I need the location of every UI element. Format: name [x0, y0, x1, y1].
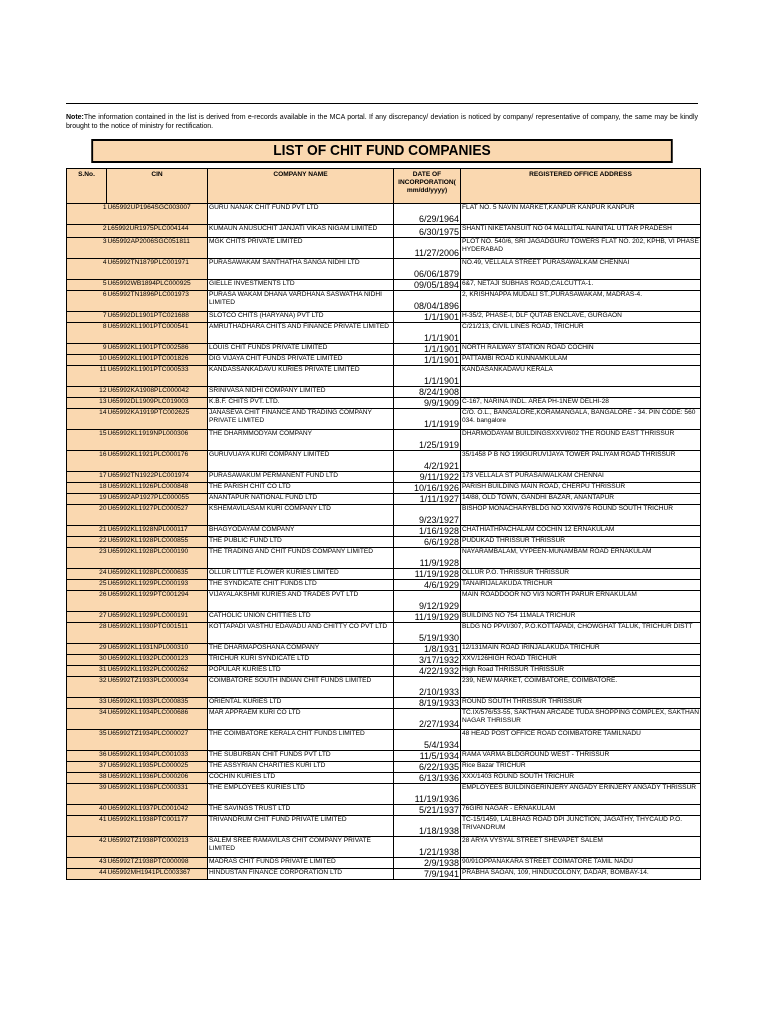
cell-date: 11/19/1928	[394, 569, 461, 580]
cell-company-name: THE ASSYRIAN CHARITIES KURI LTD	[208, 762, 394, 773]
cell-sno: 9	[67, 344, 107, 355]
cell-address: NORTH RAILWAY STATION ROAD COCHIN	[461, 344, 701, 355]
cell-company-name: KSHEMAVILASAM KURI COMPANY LTD	[208, 505, 394, 526]
cell-date: 1/21/1938	[394, 837, 461, 858]
cell-company-name: THE EMPLOYEES KURIES LTD	[208, 784, 394, 805]
table-row	[67, 580, 701, 591]
cell-address: DHARMODAYAM BUILDINGSXXVI/602 THE ROUND EAST THRISSUR	[461, 430, 701, 451]
cell-company-name: MGK CHITS PRIVATE LIMITED	[208, 238, 394, 259]
cell-address: C-167, NARINA INDL. AREA PH-1NEW DELHI-28	[461, 398, 701, 409]
cell-address: Rice Bazar TRICHUR	[461, 762, 701, 773]
cell-cin: U65992KL1928PLC000635	[107, 569, 208, 580]
cell-cin: U65992KA1919PTC002625	[107, 409, 208, 430]
cell-company-name: KANDASSANKADAVU KURIES PRIVATE LIMITED	[208, 366, 394, 387]
cell-sno: 1	[67, 204, 107, 225]
table-row	[67, 291, 701, 312]
cell-date: 8/24/1908	[394, 387, 461, 398]
cell-company-name: GIELLE INVESTMENTS LTD	[208, 280, 394, 291]
cell-address: 2, KRISHNAPPA MUDALI ST.,PURASAWAKAM, MADRAS-4.	[461, 291, 701, 312]
cell-cin: U65992KL1919NPL000306	[107, 430, 208, 451]
cell-company-name: K.B.F. CHITS PVT. LTD.	[208, 398, 394, 409]
cell-address: BUILDING NO 754 11MALA TRICHUR	[461, 612, 701, 623]
cell-address: BISHOP MONACHARYBLDG NO XXIV/976 ROUND SOUTH TRICHUR	[461, 505, 701, 526]
table-row	[67, 837, 701, 858]
cell-address: C/O. O.L., BANGALORE,KORAMANGALA, BANGALORE - 34. PIN CODE: 560 034. bangalore	[461, 409, 701, 430]
note-label: Note:	[66, 114, 84, 121]
cell-date: 1/18/1938	[394, 816, 461, 837]
cell-cin: U65992KL1935PLC000025	[107, 762, 208, 773]
cell-date: 1/25/1919	[394, 430, 461, 451]
cell-date: 6/22/1935	[394, 762, 461, 773]
cell-cin: U65992KL1934PLC001033	[107, 751, 208, 762]
cell-address: C/21/213, CIVIL LINES ROAD, TRICHUR	[461, 323, 701, 344]
cell-company-name: THE PUBLIC FUND LTD	[208, 537, 394, 548]
cell-address: PLOT NO. 540/6, SRI JAGADGURU TOWERS FLAT NO. 202, KPHB, VI PHASE HYDERABAD	[461, 238, 701, 259]
table-row	[67, 398, 701, 409]
cell-date: 9/11/1922	[394, 472, 461, 483]
table-row	[67, 204, 701, 225]
cell-address: MAIN ROADDOOR NO VI/3 NORTH PARUR ERNAKULAM	[461, 591, 701, 612]
table-row	[67, 655, 701, 666]
cell-company-name: HINDUSTAN FINANCE CORPORATION LTD	[208, 869, 394, 880]
cell-cin: U65992TN1879PLC001971	[107, 259, 208, 280]
cell-company-name: KUMAUN ANUSUCHIT JANJATI VIKAS NIGAM LIMITED	[208, 225, 394, 238]
cell-date: 3/17/1932	[394, 655, 461, 666]
cell-cin: U65992KL1936PLC000206	[107, 773, 208, 784]
cell-date: 11/27/2006	[394, 238, 461, 259]
table-row	[67, 591, 701, 612]
table-row	[67, 526, 701, 537]
cell-company-name: MAR APPRAEM KURI CO LTD	[208, 709, 394, 730]
table-row	[67, 677, 701, 698]
table-row	[67, 323, 701, 344]
table-row	[67, 366, 701, 387]
table-row	[67, 280, 701, 291]
cell-address: SHANTI NIKETANSUIT NO 04 MALLITAL NAINITAL UTTAR PRADESH	[461, 225, 701, 238]
cell-sno: 14	[67, 409, 107, 430]
table-row	[67, 644, 701, 655]
cell-cin: U65992TZ1938PTC000098	[107, 858, 208, 869]
cell-date: 2/9/1938	[394, 858, 461, 869]
cell-sno: 26	[67, 591, 107, 612]
table-row	[67, 409, 701, 430]
cell-address: ROUND SOUTH THRISSUR THRISSUR	[461, 698, 701, 709]
header-company-name: COMPANY NAME	[208, 169, 394, 204]
cell-cin: U65992KL1931NPL000310	[107, 644, 208, 655]
cell-sno: 18	[67, 483, 107, 494]
cell-company-name: PURASAWAKAM SANTHATHA SANGA NIDHI LTD	[208, 259, 394, 280]
cell-company-name: SLOTCO CHITS (HARYANA) PVT LTD	[208, 312, 394, 323]
cell-date: 9/12/1929	[394, 591, 461, 612]
cell-address: NAYARAMBALAM, VYPEEN-MUNAMBAM ROAD ERNAKULAM	[461, 548, 701, 569]
table-row	[67, 623, 701, 644]
cell-company-name: POPULAR KURIES LTD	[208, 666, 394, 677]
cell-date: 11/19/1936	[394, 784, 461, 805]
cell-date: 6/6/1928	[394, 537, 461, 548]
cell-company-name: MADRAS CHIT FUNDS PRIVATE LIMITED	[208, 858, 394, 869]
cell-sno: 29	[67, 644, 107, 655]
cell-company-name: PURASAWAKUM PERMANENT FUND LTD	[208, 472, 394, 483]
cell-sno: 6	[67, 291, 107, 312]
cell-company-name: BHAGYODAYAM COMPANY	[208, 526, 394, 537]
table-row	[67, 387, 701, 398]
cell-sno: 5	[67, 280, 107, 291]
cell-cin: U65992KL1928PLC000190	[107, 548, 208, 569]
cell-date: 1/11/1927	[394, 494, 461, 505]
cell-sno: 8	[67, 323, 107, 344]
cell-cin: U65992WB1894PLC000925	[107, 280, 208, 291]
cell-company-name: GURU NANAK CHIT FUND PVT LTD	[208, 204, 394, 225]
cell-company-name: ANANTAPUR NATIONAL FUND LTD	[208, 494, 394, 505]
cell-address	[461, 387, 701, 398]
cell-sno: 34	[67, 709, 107, 730]
cell-sno: 27	[67, 612, 107, 623]
cell-cin: U65992TZ1934PLC000027	[107, 730, 208, 751]
table-row	[67, 612, 701, 623]
cell-date: 6/13/1936	[394, 773, 461, 784]
cell-sno: 33	[67, 698, 107, 709]
cell-date: 08/04/1896	[394, 291, 461, 312]
table-row	[67, 805, 701, 816]
header-date: DATE OF INCORPORATION( mm/dd/yyyy)	[394, 169, 461, 204]
cell-address: 239, NEW MARKET, COIMBATORE, COIMBATORE.	[461, 677, 701, 698]
cell-cin: U65992KL1938PTC001177	[107, 816, 208, 837]
cell-date: 06/06/1879	[394, 259, 461, 280]
cell-company-name: TRIVANDRUM CHIT FUND PRIVATE LIMITED	[208, 816, 394, 837]
cell-sno: 22	[67, 537, 107, 548]
cell-address: TC-15/1459, LALBHAG ROAD DPI JUNCTION, JAGATHY, THYCAUD P.O. TRIVANDRUM	[461, 816, 701, 837]
table-row	[67, 238, 701, 259]
cell-address: PATTAMBI ROAD KUNNAMKULAM	[461, 355, 701, 366]
cell-address: PUDUKAD THRISSUR THRISSUR	[461, 537, 701, 548]
cell-cin: U65992KL1932PLC000262	[107, 666, 208, 677]
header-address: REGISTERED OFFICE ADDRESS	[461, 169, 701, 204]
cell-address: XXX/1403 ROUND SOUTH TRICHUR	[461, 773, 701, 784]
cell-address: EMPLOYEES BUILDINGERINJERY ANGADY ERINJERY ANGADY THRISSUR	[461, 784, 701, 805]
cell-sno: 23	[67, 548, 107, 569]
table-row	[67, 344, 701, 355]
cell-date: 4/22/1932	[394, 666, 461, 677]
cell-cin: U65992KL1936PLC000331	[107, 784, 208, 805]
table-row	[67, 709, 701, 730]
table-row	[67, 869, 701, 880]
cell-sno: 12	[67, 387, 107, 398]
table-row	[67, 537, 701, 548]
cell-cin: U65992UP1964SGC003007	[107, 204, 208, 225]
cell-sno: 41	[67, 816, 107, 837]
cell-sno: 39	[67, 784, 107, 805]
cell-date: 9/9/1909	[394, 398, 461, 409]
cell-address: TANAIRIJALAKUDA TRICHUR	[461, 580, 701, 591]
cell-date: 1/1/1901	[394, 355, 461, 366]
cell-sno: 3	[67, 238, 107, 259]
cell-sno: 15	[67, 430, 107, 451]
cell-company-name: THE SAVINGS TRUST LTD	[208, 805, 394, 816]
cell-address: 76GIRI NAGAR - ERNAKULAM	[461, 805, 701, 816]
cell-sno: 28	[67, 623, 107, 644]
cell-sno: 16	[67, 451, 107, 472]
cell-date: 5/19/1930	[394, 623, 461, 644]
cell-sno: 42	[67, 837, 107, 858]
cell-date: 11/9/1928	[394, 548, 461, 569]
table-row	[67, 451, 701, 472]
cell-address: FLAT NO. 5 NAVIN MARKET,KANPUR KANPUR KANPUR	[461, 204, 701, 225]
table-row	[67, 773, 701, 784]
cell-company-name: CATHOLIC UNION CHITTIES LTD	[208, 612, 394, 623]
cell-sno: 30	[67, 655, 107, 666]
cell-company-name: TRICHUR KURI SYNDICATE LTD	[208, 655, 394, 666]
cell-cin: U65992KL1937PLC001042	[107, 805, 208, 816]
cell-cin: U65992TZ1938PTC000213	[107, 837, 208, 858]
cell-cin: U65992AP2006SGC051811	[107, 238, 208, 259]
table-row	[67, 505, 701, 526]
table-row	[67, 312, 701, 323]
cell-company-name: AMRUTHADHARA CHITS AND FINANCE PRIVATE LIMITED	[208, 323, 394, 344]
cell-cin: U65992TZ1933PLC000034	[107, 677, 208, 698]
cell-sno: 43	[67, 858, 107, 869]
cell-company-name: THE DHARMAPOSHANA COMPANY	[208, 644, 394, 655]
cell-sno: 11	[67, 366, 107, 387]
cell-address: NO.49, VELLALA STREET PURASAWALKAM CHENNAI	[461, 259, 701, 280]
cell-cin: U65992KL1932PLC000123	[107, 655, 208, 666]
cell-date: 2/10/1933	[394, 677, 461, 698]
cell-cin: U65992TN1896PLC001973	[107, 291, 208, 312]
cell-cin: U65992KL1929PTC001294	[107, 591, 208, 612]
chit-fund-table	[66, 168, 701, 880]
table-row	[67, 494, 701, 505]
cell-sno: 35	[67, 730, 107, 751]
cell-address: OLLUR P.O. THRISSUR THRISSUR	[461, 569, 701, 580]
cell-cin: U65992MH1941PLC003367	[107, 869, 208, 880]
cell-date: 1/1/1901	[394, 323, 461, 344]
cell-address: RAMA VARMA BLDGROUND WEST - THRISSUR	[461, 751, 701, 762]
cell-company-name: LOUIS CHIT FUNDS PRIVATE LIMITED	[208, 344, 394, 355]
cell-address: 28 ARYA VYSYAL STREET SHEVAPET SALEM	[461, 837, 701, 858]
table-row	[67, 472, 701, 483]
cell-company-name: COIMBATORE SOUTH INDIAN CHIT FUNDS LIMITED	[208, 677, 394, 698]
cell-address: 35/1458 P B NO 199GURUVIJAYA TOWER PALIYAM ROAD THRISSUR	[461, 451, 701, 472]
cell-company-name: DIG VIJAYA CHIT FUNDS PRIVATE LIMITED	[208, 355, 394, 366]
cell-company-name: KOTTAPADI VASTHU EDAVADU AND CHITTY CO PVT LTD	[208, 623, 394, 644]
table-row	[67, 698, 701, 709]
cell-cin: U65992KL1927PLC000527	[107, 505, 208, 526]
cell-address: 48 HEAD POST OFFICE ROAD COIMBATORE TAMILNADU	[461, 730, 701, 751]
cell-sno: 10	[67, 355, 107, 366]
cell-cin: U65992KL1930PTC001511	[107, 623, 208, 644]
note-text: The information contained in the list is derived from e-records available in the MCA portal. If any discrepancy/ deviation is noticed by company/ representative of company, the same may be kindly brought to the notice of ministry for rectification.	[66, 114, 698, 130]
cell-cin: U65992KL1928NPL000117	[107, 526, 208, 537]
cell-sno: 44	[67, 869, 107, 880]
cell-cin: U65992KL1929PLC000193	[107, 580, 208, 591]
table-row	[67, 259, 701, 280]
cell-cin: U65992KL1926PLC000848	[107, 483, 208, 494]
cell-company-name: GURUVUAYA KURI COMPANY LIMITED	[208, 451, 394, 472]
cell-sno: 4	[67, 259, 107, 280]
cell-address: 6&7, NETAJI SUBHAS ROAD,CALCUTTA-1.	[461, 280, 701, 291]
cell-sno: 38	[67, 773, 107, 784]
cell-date: 1/1/1901	[394, 312, 461, 323]
cell-company-name: THE PARISH CHIT CO LTD	[208, 483, 394, 494]
cell-sno: 37	[67, 762, 107, 773]
cell-sno: 21	[67, 526, 107, 537]
table-row	[67, 355, 701, 366]
cell-cin: U65992KL1929PLC000191	[107, 612, 208, 623]
cell-cin: U65992DL1909PLC019003	[107, 398, 208, 409]
table-row	[67, 430, 701, 451]
cell-sno: 20	[67, 505, 107, 526]
cell-sno: 19	[67, 494, 107, 505]
cell-date: 5/4/1934	[394, 730, 461, 751]
cell-address: TC.IX/576/53-55, SAKTHAN ARCADE TUDA SHOPPING COMPLEX, SAKTHAN NAGAR THRISSUR	[461, 709, 701, 730]
table-row	[67, 762, 701, 773]
cell-sno: 36	[67, 751, 107, 762]
cell-date: 09/05/1894	[394, 280, 461, 291]
cell-date: 6/29/1964	[394, 204, 461, 225]
cell-company-name: OLLUR LITTLE FLOWER KURIES LIMITED	[208, 569, 394, 580]
cell-date: 10/16/1926	[394, 483, 461, 494]
cell-company-name: COCHIN KURIES LTD	[208, 773, 394, 784]
cell-company-name: THE SYNDICATE CHIT FUNDS LTD	[208, 580, 394, 591]
cell-date: 1/1/1901	[394, 344, 461, 355]
cell-date: 7/9/1941	[394, 869, 461, 880]
top-rule	[66, 103, 698, 104]
cell-cin: U65992KA1908PLC000042	[107, 387, 208, 398]
cell-address: 12/131MAIN ROAD IRINJALAKUDA TRICHUR	[461, 644, 701, 655]
cell-address: 14/88, OLD TOWN, GANDHI BAZAR, ANANTAPUR	[461, 494, 701, 505]
cell-cin: U65992AP1927PLC000055	[107, 494, 208, 505]
note	[66, 113, 698, 131]
cell-address: PARISH BUILDING MAIN ROAD, CHERPU THRISSUR	[461, 483, 701, 494]
cell-sno: 13	[67, 398, 107, 409]
cell-date: 9/23/1927	[394, 505, 461, 526]
cell-sno: 2	[67, 225, 107, 238]
cell-cin: U65992KL1934PLC000686	[107, 709, 208, 730]
cell-date: 11/5/1934	[394, 751, 461, 762]
cell-sno: 31	[67, 666, 107, 677]
cell-date: 1/1/1919	[394, 409, 461, 430]
cell-sno: 32	[67, 677, 107, 698]
table-row	[67, 858, 701, 869]
cell-date: 1/1/1901	[394, 366, 461, 387]
cell-address: XXV/126HIGH ROAD TRICHUR	[461, 655, 701, 666]
cell-company-name: THE TRADING AND CHIT FUNDS COMPANY LIMITED	[208, 548, 394, 569]
cell-company-name: VIJAYALAKSHMI KURIES AND TRADES PVT LTD	[208, 591, 394, 612]
table-row	[67, 225, 701, 238]
header-cin: CIN	[107, 169, 208, 204]
cell-date: 1/16/1928	[394, 526, 461, 537]
cell-company-name: JANASEVA CHIT FINANCE AND TRADING COMPANY PRIVATE LIMITED	[208, 409, 394, 430]
cell-address: 90/91OPPANAKARA STREET COIMATORE TAMIL NADU	[461, 858, 701, 869]
cell-date: 8/19/1933	[394, 698, 461, 709]
cell-date: 11/19/1929	[394, 612, 461, 623]
table-row	[67, 784, 701, 805]
cell-address: High Road THRISSUR THRISSUR	[461, 666, 701, 677]
cell-date: 2/27/1934	[394, 709, 461, 730]
cell-cin: U65992KL1901PTC000533	[107, 366, 208, 387]
table-row	[67, 730, 701, 751]
cell-company-name: THE SUBURBAN CHIT FUNDS PVT LTD	[208, 751, 394, 762]
table-row	[67, 751, 701, 762]
cell-date: 4/6/1929	[394, 580, 461, 591]
cell-company-name: ORIENTAL KURIES LTD	[208, 698, 394, 709]
cell-cin: U65992DL1901PTC021688	[107, 312, 208, 323]
cell-cin: U65992TN1922PLC001974	[107, 472, 208, 483]
cell-cin: L65992UR1975PLC004144	[107, 225, 208, 238]
cell-sno: 25	[67, 580, 107, 591]
cell-company-name: SRINIVASA NIDHI COMPANY LIMITED	[208, 387, 394, 398]
cell-cin: U65992KL1901PTC002586	[107, 344, 208, 355]
cell-date: 4/2/1921	[394, 451, 461, 472]
cell-cin: U65992KL1933PLC000835	[107, 698, 208, 709]
cell-sno: 7	[67, 312, 107, 323]
table-row	[67, 548, 701, 569]
cell-address: 173 VELLALA ST PURASAIWALKAM CHENNAI	[461, 472, 701, 483]
cell-address: H-35/2, PHASE-I, DLF QUTAB ENCLAVE, GURGAON	[461, 312, 701, 323]
table-header-row	[67, 169, 701, 204]
cell-sno: 24	[67, 569, 107, 580]
cell-address: BLDG NO PPVI/307, P.O.KOTTAPADI, CHOWGHAT TALUK, TRICHUR DISTT	[461, 623, 701, 644]
cell-cin: U65992KL1901PTC001826	[107, 355, 208, 366]
table-row	[67, 816, 701, 837]
cell-company-name: THE DHARMMODYAM COMPANY	[208, 430, 394, 451]
cell-company-name: THE COIMBATORE KERALA CHIT FUNDS LIMITED	[208, 730, 394, 751]
header-sno: S.No.	[67, 169, 107, 204]
table-row	[67, 666, 701, 677]
cell-date: 1/8/1931	[394, 644, 461, 655]
cell-cin: U65992KL1928PLC000855	[107, 537, 208, 548]
cell-sno: 17	[67, 472, 107, 483]
cell-company-name: SALEM SREE RAMAVILAS CHIT COMPANY PRIVATE LIMITED	[208, 837, 394, 858]
cell-cin: U65992KL1901PTC000541	[107, 323, 208, 344]
cell-date: 6/30/1975	[394, 225, 461, 238]
cell-company-name: PURASA WAKAM DHANA VARDHANA SASWATHA NIDHI LIMITED	[208, 291, 394, 312]
page-title: LIST OF CHIT FUND COMPANIES	[91, 139, 672, 163]
cell-address: PRABHA SAOAN, 109, HINDUCOLONY, DADAR, BOMBAY-14.	[461, 869, 701, 880]
table-row	[67, 569, 701, 580]
cell-cin: U65992KL1921PLC000176	[107, 451, 208, 472]
table-row	[67, 483, 701, 494]
cell-date: 5/21/1937	[394, 805, 461, 816]
cell-sno: 40	[67, 805, 107, 816]
cell-address: KANDASANKADAVU KERALA	[461, 366, 701, 387]
cell-address: CHATHIATHPACHALAM COCHIN 12 ERNAKULAM	[461, 526, 701, 537]
